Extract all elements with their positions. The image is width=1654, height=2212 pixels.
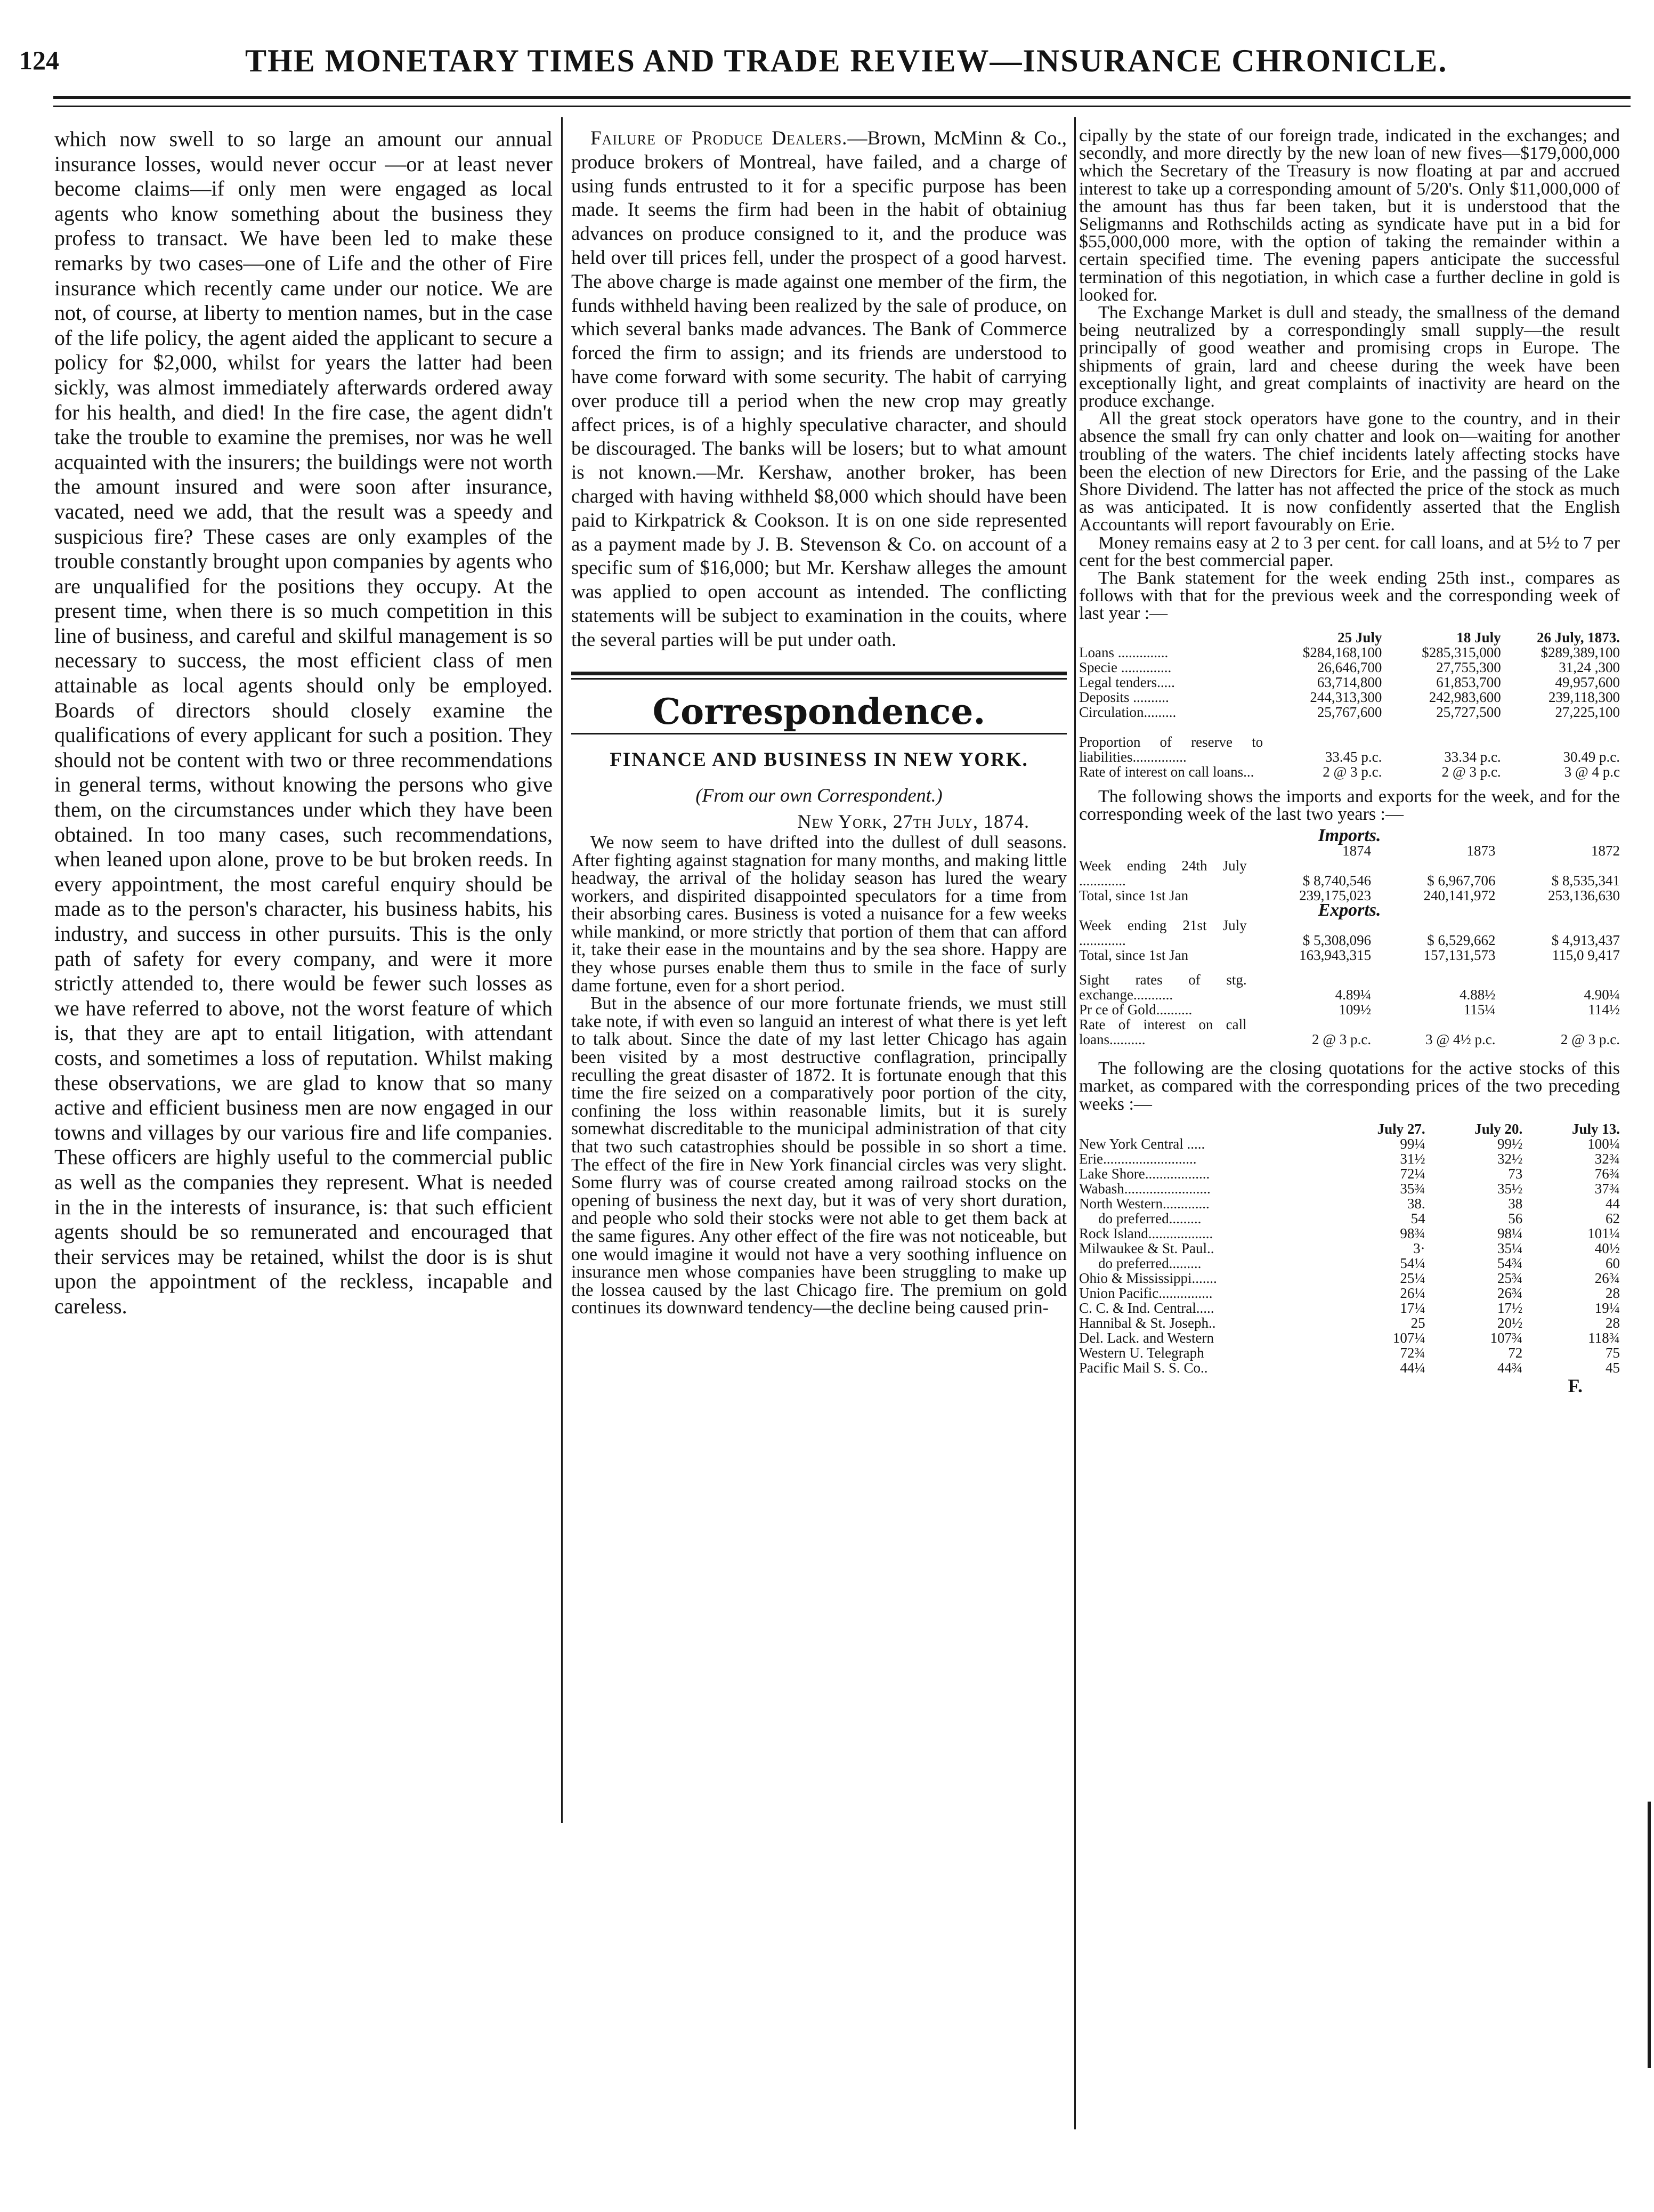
table-cell: 4.90¼ — [1584, 987, 1620, 1003]
letter-paragraph: But in the absence of our more fortunate friends, we must still take note, if with even so languid an interest of what there is yet left to talk about. Since the date of my last letter Chicago has again been visited by a most destructive conflagration, principally reculling the great disaster of 1872. It is fortunate enough that this time the fire seized on a comparatively poor portion of the city, confining the loss within reasonable limits, but it is surely somewhat discreditable to the municipal administration of that city that two such catastrophies should be possible in so short a time. The effect of the fire in New York financial circles was very slight. Some flurry was of course created among railroad stocks on the opening of business the next day, but it was of very short duration, and people who sold their stocks were not able to get them back at the same figures. Any other effect of the fire was not noticeable, but one would imagine it would not have a very soothing influence on insurance men whose companies have been struggling to make up the lossea caused by the last Chicago fire. The premium on gold continues its downward tendency—the decline being caused prin- — [571, 994, 1067, 1318]
table-row — [1079, 963, 1620, 1002]
edge-mark — [1648, 1802, 1651, 2068]
table-cell: 44¾ — [1497, 1359, 1523, 1376]
trade-table — [1079, 828, 1620, 1047]
table-cell: 38. — [1407, 1195, 1425, 1212]
table-row — [1079, 1136, 1620, 1151]
table-cell: 35¾ — [1400, 1180, 1425, 1197]
table-cell: 72¼ — [1400, 1165, 1425, 1182]
table-row — [1079, 1241, 1620, 1256]
column-1 — [54, 127, 553, 1319]
row-label: Rate of interest on call loans.......... — [1079, 1016, 1247, 1048]
table-cell: 4.88½ — [1460, 987, 1496, 1003]
table-cell: 33.45 p.c. — [1325, 748, 1382, 765]
row-label: Specie .............. — [1079, 659, 1172, 675]
table-cell: 76¾ — [1594, 1165, 1620, 1182]
table-cell: 31½ — [1400, 1150, 1425, 1167]
table-row — [1079, 1211, 1620, 1226]
table-cell: 253,136,630 — [1548, 887, 1620, 904]
table-cell: 109½ — [1339, 1002, 1372, 1018]
table-cell: 115¼ — [1463, 1002, 1496, 1018]
table-row — [1079, 1002, 1620, 1017]
table-cell: 32¾ — [1594, 1150, 1620, 1167]
table-row — [1079, 1345, 1620, 1360]
table-cell: 25¼ — [1400, 1270, 1425, 1286]
table-row — [1079, 1017, 1620, 1047]
row-label: Western U. Telegraph — [1079, 1344, 1204, 1361]
table-row — [1079, 1151, 1620, 1166]
table-row — [1079, 645, 1620, 660]
bank-statement-table — [1079, 630, 1620, 779]
section-heading: Correspondence. — [652, 690, 986, 732]
row-label: do preferred......... — [1098, 1255, 1202, 1271]
column-2 — [571, 127, 1067, 1317]
table-row — [1079, 1301, 1620, 1315]
column-header: July 27. — [1377, 1120, 1425, 1137]
table-cell: 32½ — [1497, 1150, 1523, 1167]
table-cell: 25 — [1410, 1314, 1425, 1331]
row-label: Week ending 21st July ............. — [1079, 917, 1247, 949]
table-cell: 25,727,500 — [1436, 704, 1501, 720]
table-cell: 100¼ — [1587, 1135, 1620, 1152]
column-header: 18 July — [1456, 629, 1501, 645]
table-cell: 242,983,600 — [1429, 689, 1501, 705]
table-cell: 54¾ — [1497, 1255, 1523, 1271]
table-cell: 2 @ 3 p.c. — [1311, 1031, 1372, 1048]
row-label: Legal tenders..... — [1079, 674, 1175, 690]
column-header: July 20. — [1474, 1120, 1523, 1137]
row-label: Hannibal & St. Joseph.. — [1079, 1314, 1216, 1331]
row-label: C. C. & Ind. Central..... — [1079, 1299, 1214, 1316]
table-row — [1079, 1286, 1620, 1301]
table-header-row — [1079, 1121, 1620, 1136]
table-row — [1079, 918, 1620, 948]
row-label: Deposits .......... — [1079, 689, 1169, 705]
column-header: July 13. — [1571, 1120, 1620, 1137]
table-cell: 3· — [1413, 1240, 1425, 1256]
table-cell: 28 — [1606, 1285, 1620, 1301]
row-label: New York Central ..... — [1079, 1135, 1205, 1152]
table-cell: $ 6,967,706 — [1427, 873, 1496, 889]
column-header: 25 July — [1337, 629, 1382, 645]
row-label: Sight rates of stg. exchange........... — [1079, 972, 1247, 1003]
table-cell: $289,389,100 — [1541, 644, 1620, 660]
row-label: Pacific Mail S. S. Co.. — [1079, 1359, 1208, 1376]
table-cell: 17¼ — [1400, 1299, 1425, 1316]
table-cell: 60 — [1606, 1255, 1620, 1271]
failure-text: —Brown, McMinn & Co., produce brokers of Montreal, have failed, and a charge of using funds entrusted to it for a specific purpose has been made. It seems the firm had been in the habit of obtainiug advances on produce consigned to it, and the produce was held over till prices fell, under the prospect of a good harvest. The above charge is made against one member of the firm, the funds withheld having been realized by the sale of produce, on which several banks made advances. The Bank of Commerce forced the firm to assign; and its friends are understood to have come forward with some security. The habit of carrying over produce till a period when the new crop may greatly affect prices, is of a highly speculative character, and should be discouraged. The banks will be losers; but to what amount is not known.—Mr. Kershaw, another broker, has been charged with having withheld $8,000 which should have been paid to Kirkpatrick & Cookson. It is on one side represented as a payment made by J. B. Stevenson & Co. on account of a specific sum of $16,000; but Mr. Kershaw alleges the amount was applied to open account as intended. The conflicting statements will be subject to examination in the couits, where the several parties will be put under oath. — [571, 127, 1067, 651]
table-cell: 62 — [1606, 1210, 1620, 1226]
table-cell: 28 — [1606, 1314, 1620, 1331]
row-label: Pr ce of Gold.......... — [1079, 1002, 1193, 1018]
column-divider — [1074, 117, 1076, 2129]
column-3 — [1079, 127, 1620, 1395]
letter-paragraph: We now seem to have drifted into the dullest of dull seasons. After fighting against stagnation for many months, and making little headway, the arrival of the holiday season has lured the weary workers, and dispirited disappointed speculators for a time from their absorbing cares. Business is voted a nuisance for a few weeks while mankind, or more strictly that portion of them that can afford it, take their ease in the mountains and by the sea shore. Happy are they whose purses enable them thus to smile in the face of surly dame fortune, even for a short period. — [571, 832, 1067, 996]
row-label: North Western............. — [1079, 1195, 1210, 1212]
table-cell: 49,957,600 — [1555, 674, 1620, 690]
letter-paragraph: All the great stock operators have gone to the country, and in their absence the small fry can only chatter and look on—waiting for another troubling of the waters. The chief incidents lately affecting stocks have been the election of new Directors for Erie, and the passing of the Lake Shore Dividend. The latter has not affected the price of the stock as much as was anticipated. It is now confidently asserted that the English Accountants will report favourably on Erie. — [1079, 409, 1620, 535]
row-label: do preferred......... — [1098, 1210, 1202, 1226]
row-label: Rate of interest on call loans... — [1079, 763, 1254, 780]
table-header-row — [1079, 843, 1620, 858]
failure-heading: Failure of Produce Dealers. — [590, 127, 848, 149]
table-cell: 35¼ — [1497, 1240, 1523, 1256]
byline: (From our own Correspondent.) — [695, 785, 943, 806]
table-cell: 98¼ — [1497, 1225, 1523, 1241]
table-row — [1079, 1256, 1620, 1271]
article-title: FINANCE AND BUSINESS IN NEW YORK. — [610, 749, 1028, 771]
table-cell: 27,225,100 — [1555, 704, 1620, 720]
table-row — [1079, 948, 1620, 963]
table-cell: 75 — [1606, 1344, 1620, 1361]
table-cell: 17½ — [1497, 1299, 1523, 1316]
table-cell: 44¼ — [1400, 1359, 1425, 1376]
table-cell: 2 @ 3 p.c. — [1441, 763, 1501, 780]
letter-paragraph: The Bank statement for the week ending 25th inst., compares as follows with that for the previous week and the corresponding week of last year :— — [1079, 568, 1620, 624]
table-row — [1079, 690, 1620, 705]
table-cell: 3 @ 4 p.c — [1564, 763, 1620, 780]
table-row — [1079, 1226, 1620, 1241]
table-row — [1079, 1315, 1620, 1330]
row-label: Ohio & Mississippi....... — [1079, 1270, 1217, 1286]
table-cell: 26¾ — [1497, 1285, 1523, 1301]
table-cell: 163,943,315 — [1299, 947, 1372, 964]
table-cell: 99¼ — [1400, 1135, 1425, 1152]
row-label: Del. Lack. and Western — [1079, 1329, 1214, 1346]
table-row — [1079, 1271, 1620, 1286]
table-cell: 26¾ — [1594, 1270, 1620, 1286]
table-cell: $285,315,000 — [1422, 644, 1501, 660]
column-header: 1874 — [1342, 843, 1372, 859]
table-cell: 2 @ 3 p.c. — [1323, 763, 1382, 780]
table-cell: 33.34 p.c. — [1444, 748, 1501, 765]
table-cell: 38 — [1508, 1195, 1523, 1212]
table-row — [1079, 858, 1620, 888]
table-row — [1079, 705, 1620, 720]
stocks-intro: The following are the closing quotations for the active stocks of this market, as compared with the corresponding prices of the two preceding weeks :— — [1079, 1059, 1620, 1114]
table-row — [1079, 675, 1620, 690]
article-paragraph: which now swell to so large an amount our annual insurance losses, would never occur —or at least never become claims—if only men were engaged as local agents who know something about the business they profess to transact. We have been led to make these remarks by two cases—one of Life and the other of Fire insurance which recently came under our notice. We are not, of course, at liberty to mention names, but in the case of the life policy, the agent aided the applicant to secure a policy for $2,000, whilst for years the latter had been sickly, was almost immediately afterwards ordered away for his health, and died! In the fire case, the agent didn't take the trouble to examine the premises, nor was he well acquainted with the insurers; the buildings were not worth the amount insured and were soon after insurance, vacated, need we add, that the result was a speedy and suspicious fire? These cases are only examples of the trouble constantly brought upon companies by agents who are unqualified for the positions they occupy. At the present time, when there is so much competition in this line of business, and careful and skilful management is so necessary to success, the most efficient class of men attainable as local agents should only be employed. Boards of directors should closely examine the qualifications of every applicant for such a position. They should not be content with two or three recommendations in general terms, without knowing the persons who give them, on the circumstances under which they have been obtained. In too many cases, such recommendations, when leaned upon alone, prove to be but broken reeds. In every appointment, the most careful enquiry should be made as to the person's character, his business habits, his industry, and success in other pursuits. This is the only path of safety for every company, and were it more strictly attended to, there would be fewer such losses as we have referred to above, not the worst feature of which is, that they are apt to entail litigation, with attendant costs, and sometimes a loss of reputation. Whilst making these observations, we are glad to know that so many active and efficient business men are now engaged in our towns and villages by our various fire and life companies. These officers are highly useful to the commercial public as well as the companies they represent. What is needed in the in the interests of insurance, is: that such efficient agents should be so remunerated and encouraged that their services may be retained, whilst the door is is shut upon the appointment of the reckless, incapable and careless. — [54, 127, 553, 1318]
table-cell: $ 4,913,437 — [1551, 932, 1620, 949]
row-label: Total, since 1st Jan — [1079, 887, 1189, 904]
table-cell: 72 — [1508, 1344, 1523, 1361]
table-cell: 20½ — [1497, 1314, 1523, 1331]
table-cell: 26,646,700 — [1317, 659, 1382, 675]
table-cell: 25¾ — [1497, 1270, 1523, 1286]
running-title: THE MONETARY TIMES AND TRADE REVIEW—INSURANCE CHRONICLE. — [245, 43, 1448, 78]
table-row — [1079, 1196, 1620, 1211]
table-cell: 114½ — [1588, 1002, 1620, 1018]
header-rule-thin — [53, 106, 1631, 107]
imports-intro: The following shows the imports and exports for the week, and for the corresponding week of the last two years :— — [1079, 786, 1620, 824]
table-cell: 4.89¼ — [1335, 987, 1372, 1003]
table-cell: 244,313,300 — [1310, 689, 1382, 705]
row-label: Loans .............. — [1079, 644, 1169, 660]
table-cell: 56 — [1508, 1210, 1523, 1226]
table-cell: $ 5,308,096 — [1302, 932, 1372, 949]
row-label: Circulation......... — [1079, 704, 1177, 720]
failure-paragraph — [571, 127, 1067, 652]
table-cell: 54 — [1410, 1210, 1425, 1226]
row-label: Lake Shore.................. — [1079, 1165, 1210, 1182]
table-cell: 239,118,300 — [1548, 689, 1620, 705]
table-cell: 3 @ 4½ p.c. — [1425, 1031, 1496, 1048]
table-cell: 27,755,300 — [1436, 659, 1501, 675]
row-label: Union Pacific............... — [1079, 1285, 1213, 1301]
table-cell: $284,168,100 — [1302, 644, 1382, 660]
row-label: Rock Island.................. — [1079, 1225, 1213, 1241]
table-cell: 25,767,600 — [1317, 704, 1382, 720]
stocks-table — [1079, 1121, 1620, 1375]
table-header-row — [1079, 630, 1620, 645]
table-cell: 107¾ — [1490, 1329, 1523, 1346]
table-cell: 157,131,573 — [1423, 947, 1496, 964]
column-divider — [561, 117, 563, 1823]
table-cell: 239,175,023 — [1299, 887, 1372, 904]
table-cell: 45 — [1606, 1359, 1620, 1376]
row-label: Week ending 24th July ............. — [1079, 858, 1247, 889]
letter-paragraph: Money remains easy at 2 to 3 per cent. for call loans, and at 5½ to 7 per cent for the best commercial paper. — [1079, 532, 1620, 570]
column-header: 1873 — [1466, 843, 1496, 859]
table-cell: 54¼ — [1400, 1255, 1425, 1271]
table-cell: 107¼ — [1392, 1329, 1425, 1346]
row-label: Proportion of reserve to liabilities............... — [1079, 733, 1263, 765]
table-row — [1079, 1360, 1620, 1375]
table-cell: 118¾ — [1588, 1329, 1620, 1346]
column-header: 1872 — [1591, 843, 1620, 859]
table-cell: 63,714,800 — [1317, 674, 1382, 690]
table-cell: $ 6,529,662 — [1427, 932, 1496, 949]
letter-paragraph: The Exchange Market is dull and steady, the smallness of the demand being neutralized by a correspondingly small supply—the result principally of good weather and promising crops in Europe. The shipments of grain, lard and cheese during the week have been exceptionally light, and great complaints of inactivity are heard on the produce exchange. — [1079, 303, 1620, 411]
row-label: Wabash........................ — [1079, 1180, 1211, 1197]
table-cell: 19¼ — [1594, 1299, 1620, 1316]
row-label: Erie.......................... — [1079, 1150, 1197, 1167]
table-cell: 44 — [1606, 1195, 1620, 1212]
table-row — [1079, 1330, 1620, 1345]
table-cell: 37¾ — [1594, 1180, 1620, 1197]
table-cell: 61,853,700 — [1436, 674, 1501, 690]
table-cell: 30.49 p.c. — [1563, 748, 1620, 765]
table-row — [1079, 660, 1620, 675]
dateline: New York, 27th July, 1874. — [797, 811, 1029, 833]
table-cell: 240,141,972 — [1423, 887, 1496, 904]
table-cell: 2 @ 3 p.c. — [1560, 1031, 1620, 1048]
letter-body — [571, 834, 1067, 1317]
table-cell: 73 — [1508, 1165, 1523, 1182]
row-label: Milwaukee & St. Paul.. — [1079, 1240, 1214, 1256]
table-cell: 40½ — [1594, 1240, 1620, 1256]
table-cell: $ 8,535,341 — [1551, 873, 1620, 889]
table-cell: 72¾ — [1400, 1344, 1425, 1361]
table-cell: 31,24 ,300 — [1559, 659, 1620, 675]
heading-rule — [571, 733, 1067, 734]
column-header: 26 July, 1873. — [1536, 629, 1620, 645]
table-cell: 115,0 9,417 — [1552, 947, 1620, 964]
table-cell: 99½ — [1497, 1135, 1523, 1152]
table-row — [1079, 764, 1620, 779]
imports-label: Imports. — [1318, 826, 1381, 846]
page-number: 124 — [19, 45, 59, 75]
table-cell: 101¼ — [1587, 1225, 1620, 1241]
header-rule-thick — [53, 96, 1631, 99]
row-label: Total, since 1st Jan — [1079, 947, 1189, 964]
table-cell: 26¼ — [1400, 1285, 1425, 1301]
table-row — [1079, 1166, 1620, 1181]
letter-paragraph: cipally by the state of our foreign trade, indicated in the exchanges; and secondly, and more directly by the new loan of new fives—$179,000,000 which the Secretary of the Treasury is now floating at par and accrued interest to take up a corresponding amount of 5/20's. Only $11,000,000 of the amount has thus far been taken, but it is understood that the Seligmanns and Rothschilds acting as syndicate have put in a bid for $55,000,000 more, with the option of taking the remainder within a certain specified time. The evening papers anticipate the successful termination of this negotiation, in which case a further decline in gold is looked for. — [1079, 126, 1620, 305]
section-divider — [571, 672, 1067, 680]
exports-label: Exports. — [1318, 900, 1381, 921]
table-row — [1079, 720, 1620, 764]
table-cell: $ 8,740,546 — [1302, 873, 1372, 889]
table-cell: 98¾ — [1400, 1225, 1425, 1241]
table-cell: 35½ — [1497, 1180, 1523, 1197]
signature: F. — [1568, 1375, 1583, 1396]
table-row — [1079, 1181, 1620, 1196]
